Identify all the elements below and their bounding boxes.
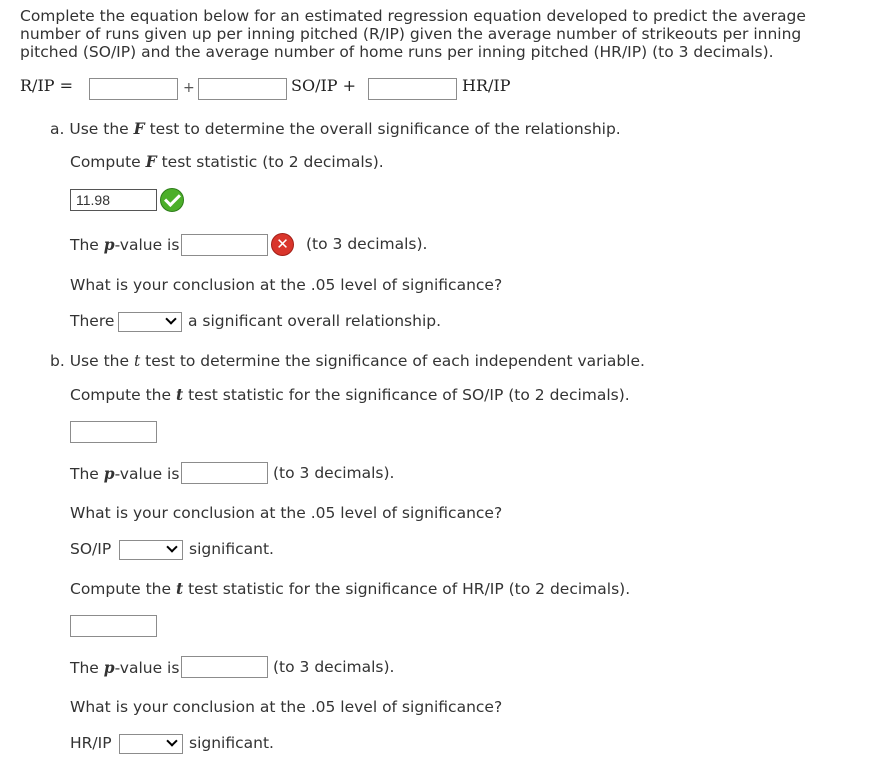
intercept-input[interactable] [89,78,178,100]
overall-significance-select[interactable] [118,312,182,332]
equation-term-hr-ip: HR/IP [462,76,511,95]
so-ip-pvalue-input[interactable] [181,462,268,484]
chevron-down-icon [166,735,177,746]
so-ip-var-suffix: significant. [189,540,274,558]
hr-ip-var-label: HR/IP [70,734,112,752]
f-conclusion-question: What is your conclusion at the .05 level of significance? [70,276,503,294]
so-ip-t-statistic-input[interactable] [70,421,157,443]
equation-lhs: R/IP = [20,76,74,95]
chevron-down-icon [165,313,176,324]
part-b-heading: b. Use the t test to determine the significance of each independent variable. [50,352,645,370]
chevron-down-icon [166,541,177,552]
compute-t-hr-ip-label: Compute the t test statistic for the significance of HR/IP (to 2 decimals). [70,579,631,598]
f-statistic-input[interactable]: 11.98 [70,189,157,211]
hr-ip-var-suffix: significant. [189,734,274,752]
hr-ip-pvalue-input[interactable] [181,656,268,678]
hr-ip-pvalue-label: The p-value is [70,658,180,677]
there-label: There [70,312,115,330]
hr-ip-significance-select[interactable] [119,734,183,754]
f-pvalue-input[interactable] [181,234,268,256]
so-ip-var-label: SO/IP [70,540,112,558]
there-suffix: a significant overall relationship. [188,312,442,330]
so-ip-pvalue-label: The p-value is [70,464,180,483]
equation-term-so-ip: SO/IP + [291,76,357,95]
hr-ip-t-statistic-input[interactable] [70,615,157,637]
so-ip-conclusion-question: What is your conclusion at the .05 level of significance? [70,504,503,522]
part-a-heading: a. Use the F test to determine the overall significance of the relationship. [50,119,621,138]
so-ip-coefficient-input[interactable] [198,78,287,100]
compute-f-label: Compute F test statistic (to 2 decimals). [70,152,384,171]
f-pvalue-suffix: (to 3 decimals). [306,235,428,253]
equation-plus: + [183,80,195,96]
compute-t-so-ip-label: Compute the t test statistic for the significance of SO/IP (to 2 decimals). [70,385,630,404]
f-pvalue-label: The p-value is [70,235,180,254]
hr-ip-pvalue-suffix: (to 3 decimals). [273,658,395,676]
x-circle-icon: ✕ [271,233,294,256]
hr-ip-conclusion-question: What is your conclusion at the .05 level of significance? [70,698,503,716]
hr-ip-coefficient-input[interactable] [368,78,457,100]
so-ip-significance-select[interactable] [119,540,183,560]
so-ip-pvalue-suffix: (to 3 decimals). [273,464,395,482]
intro-text: Complete the equation below for an estimated regression equation developed to predict the average number of runs given up per inning pitched (R/IP) given the average number of strikeouts per inning pitched (SO/IP) and the average number of home runs per inning pitched (HR/IP) (to 3 decimals). [20,7,806,61]
check-circle-icon [160,188,184,212]
